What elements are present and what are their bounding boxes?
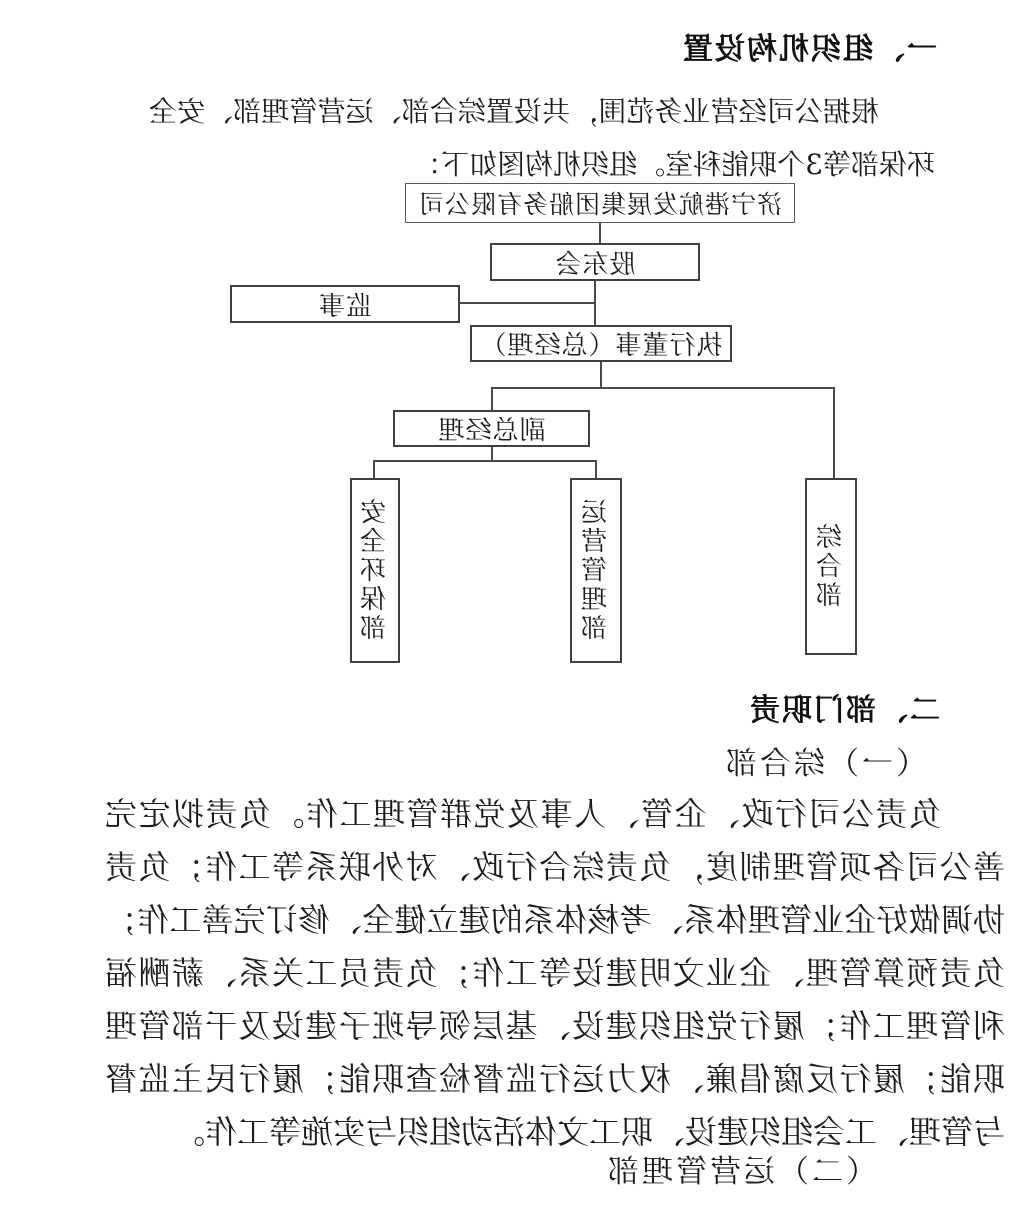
- chart-box-deputy-general-manager: 副总经理: [393, 410, 590, 447]
- chart-box-supervisor: 监事: [230, 285, 460, 323]
- connector-line: [491, 387, 835, 389]
- connector-line: [595, 460, 597, 479]
- duty-line: 与管理、工会组织建设、职工文体活动组织与实施等工作。: [172, 1113, 1005, 1151]
- chart-box-dept-operations: 运营管理部: [570, 478, 622, 663]
- intro-line: 根据公司经营业务范围，共设置综合部、运营管理部、安全: [149, 95, 879, 128]
- duty-line: 职能；履行反腐倡廉、权力运行监督检查职能；履行民主监督: [105, 1060, 1005, 1098]
- general-dept-paragraph: [105, 788, 1005, 1159]
- intro-line: 环保部等3个职能科室。组织机构图如下：: [413, 148, 935, 181]
- duty-line: 利管理工作；履行党组织建设、基层领导班子建设及干部管理: [105, 1007, 1005, 1045]
- connector-line: [373, 460, 597, 462]
- chart-box-executive-director: 执行董事（总经理）: [470, 325, 732, 362]
- subheading-operations-dept: （二）运营管理部: [605, 1154, 877, 1190]
- connector-line: [833, 387, 835, 479]
- duty-line: 协调做好企业管理体系、考核体系的建立健全、修订完善工作；: [105, 901, 1005, 939]
- connector-line: [599, 223, 601, 244]
- duty-line: 负责公司行政、企管、人事及党群管理工作。负责拟定完: [105, 795, 941, 833]
- chart-box-company: 济宁港航发展集团船务有限公司: [405, 183, 795, 223]
- connector-line: [373, 460, 375, 479]
- chart-box-dept-safety-env: 安全环保部: [350, 478, 400, 663]
- subheading-general-dept: （一）综合部: [723, 746, 927, 782]
- duty-line: 负责预算管理、企业文明建设等工作；负责员工关系、薪酬福: [105, 954, 1005, 992]
- duty-line: 善公司各项管理制度，负责综合行政、对外联系等工作；负责: [105, 848, 1005, 886]
- connector-line: [600, 362, 602, 389]
- connector-line: [459, 302, 595, 304]
- chart-box-dept-general: 综合部: [805, 478, 857, 655]
- chart-box-shareholders-meeting: 股东会: [490, 243, 700, 281]
- section-1-heading: 一、组织机构设置: [681, 33, 937, 66]
- connector-line: [491, 387, 493, 411]
- section-2-heading: 二、部门职责: [748, 694, 940, 727]
